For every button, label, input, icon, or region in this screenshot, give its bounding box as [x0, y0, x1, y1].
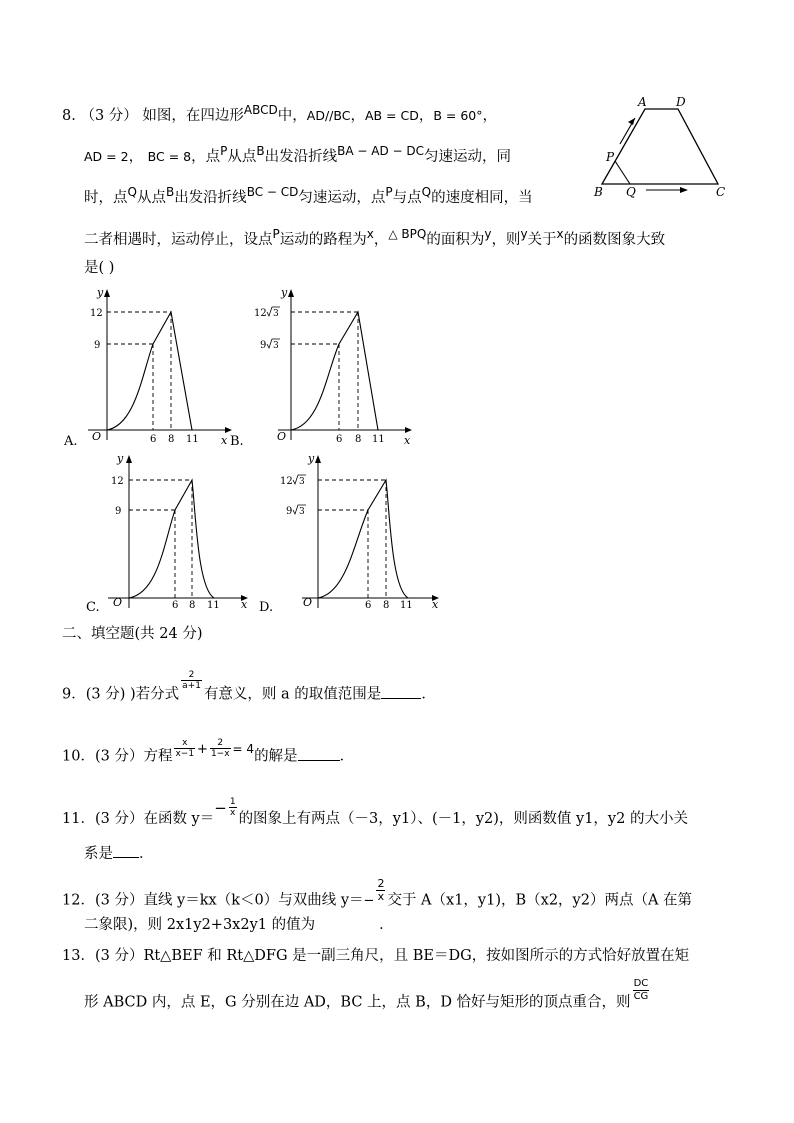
- x-tick-6: 6: [172, 600, 179, 611]
- q8-math: x: [556, 227, 564, 241]
- q8-line-4: [84, 227, 666, 250]
- q11-line-2: [84, 844, 154, 864]
- option-b-label[interactable]: B.: [230, 434, 244, 449]
- x-tick-6: 6: [150, 434, 157, 445]
- q9-fraction-den: a+1: [182, 681, 201, 691]
- x-axis-label: x: [241, 598, 248, 611]
- q8-math: B: [165, 185, 175, 199]
- q13-fraction-den: CG: [633, 991, 649, 1002]
- q10-fraction-den: 1−x: [210, 749, 230, 759]
- q12-fraction: [376, 878, 385, 903]
- label-a: A: [638, 95, 647, 109]
- q10-fraction-2: [210, 738, 231, 759]
- q9-text: 9．(3 分) )若分式: [62, 686, 180, 703]
- q9-fraction: [181, 670, 202, 691]
- q13-line-1: [62, 946, 689, 966]
- q9-text: ．: [421, 686, 436, 703]
- trapezoid-shape: [602, 109, 718, 184]
- q8-text: 运动的路程为: [279, 232, 367, 248]
- x-tick-8: 8: [189, 600, 196, 611]
- q8-line-5: [84, 258, 114, 278]
- q8-math: B: [256, 144, 265, 158]
- q10-fraction-num: 2: [210, 738, 231, 749]
- y-tick-9: 9: [94, 340, 101, 351]
- radical-value: 3: [299, 477, 305, 487]
- x-tick-6: 6: [365, 600, 372, 611]
- q8-math: P: [272, 227, 280, 241]
- graph-a: [80, 280, 245, 450]
- q12-text: ．: [379, 917, 394, 933]
- q10-line: [62, 738, 355, 768]
- x-tick-8: 8: [168, 434, 175, 445]
- y-axis-label: y: [97, 286, 104, 299]
- y-axis-label: y: [308, 452, 315, 465]
- q9-text: 有意义，则 a 的取值范围是: [203, 686, 382, 703]
- arrow-head-bc: [680, 187, 688, 193]
- origin-label: O: [303, 596, 313, 609]
- q11-text: 系是: [84, 846, 113, 862]
- q8-text: 匀速运动，点: [298, 190, 386, 206]
- x-axis-label: x: [404, 434, 411, 447]
- x-tick-11: 11: [186, 434, 199, 445]
- section-heading: 二、填空题(共 24 分): [62, 626, 203, 642]
- q8-math: B = 60°: [433, 108, 483, 123]
- q11-answer-blank[interactable]: [113, 845, 139, 858]
- y-tick-9: 9: [260, 340, 267, 351]
- segment-pq: [615, 161, 630, 184]
- y-tick-12: 12: [280, 476, 293, 487]
- q10-math: +: [197, 741, 208, 757]
- q8-line-2: [84, 144, 512, 167]
- q13-fraction: [633, 978, 650, 1003]
- y-tick-9: 9: [286, 506, 293, 517]
- y-tick-9: 9: [115, 506, 122, 517]
- graph-c: [100, 448, 260, 618]
- q8-math: BC − CD: [246, 185, 299, 199]
- q8-math: Q: [127, 185, 137, 199]
- trapezoid-figure: [590, 92, 730, 202]
- q8-text: 时，点: [84, 190, 128, 206]
- x-axis-label: x: [432, 598, 439, 611]
- q8-text: ，则: [491, 232, 521, 248]
- q12-fraction-den: x: [377, 890, 385, 903]
- option-d-label[interactable]: D.: [259, 600, 274, 615]
- x-axis-label: x: [221, 434, 228, 447]
- q12-line-1: [62, 877, 693, 913]
- q12-answer-blank[interactable]: [315, 917, 379, 929]
- q8-math: y: [520, 227, 528, 241]
- label-c: C: [716, 185, 726, 199]
- y-tick-12: 12: [111, 476, 124, 487]
- q13-text: 形 ABCD 内，点 E，G 分别在边 AD，BC 上，点 B，D 恰好与矩形的顶点重合，则: [84, 994, 631, 1011]
- y-tick-12: 12: [90, 308, 103, 319]
- radical-value: 3: [273, 309, 279, 319]
- q8-text: 出发沿折线: [264, 149, 338, 165]
- q8-math: P: [220, 144, 228, 158]
- q11-fraction-num: 1: [229, 796, 236, 807]
- y-axis-label: y: [117, 452, 124, 465]
- q8-math: AB = CD: [364, 108, 419, 123]
- q8-text: 二者相遇时，运动停止，设点: [84, 232, 273, 248]
- q12-text: 交于 A（x1，y1)，B（x2，y2）两点（A 在第: [387, 892, 693, 909]
- x-tick-6: 6: [336, 434, 343, 445]
- q8-math: y: [484, 227, 492, 241]
- x-tick-8: 8: [355, 434, 362, 445]
- label-d: D: [676, 95, 686, 109]
- q8-text: 关于: [527, 232, 557, 248]
- q10-fraction-den: x−1: [175, 749, 195, 759]
- y-tick-12: 12: [254, 308, 267, 319]
- q13-fraction-num: DC: [633, 978, 649, 989]
- q8-line-1: [62, 103, 498, 126]
- x-tick-11: 11: [372, 434, 385, 445]
- q8-text: 的面积为: [426, 232, 485, 248]
- x-tick-8: 8: [383, 600, 390, 611]
- q8-math: BC = 8: [147, 149, 192, 164]
- q11-fraction: [229, 797, 237, 818]
- q8-math: Q: [421, 185, 432, 199]
- q8-text: ，: [128, 149, 144, 165]
- q10-answer-blank[interactable]: [298, 748, 340, 761]
- q10-text: ．: [339, 748, 355, 765]
- q10-text: 10．(3 分）方程: [62, 748, 173, 765]
- q8-text: 从点: [227, 149, 257, 165]
- q8-text: ，: [418, 108, 434, 124]
- origin-label: O: [277, 430, 287, 443]
- option-a-label[interactable]: A.: [64, 434, 78, 449]
- origin-label: O: [113, 596, 123, 609]
- x-tick-11: 11: [400, 600, 413, 611]
- label-q: Q: [626, 185, 636, 199]
- q8-text: 如图，在四边形: [142, 108, 244, 124]
- x-tick-11: 11: [207, 600, 220, 611]
- y-axis-label: y: [281, 286, 288, 299]
- radical-value: 3: [299, 507, 305, 517]
- q10-fraction-1: [174, 738, 195, 759]
- q8-number: 8.: [62, 108, 76, 124]
- q8-math: BA − AD − DC: [337, 144, 425, 158]
- q9-answer-blank[interactable]: [381, 686, 421, 699]
- q8-text: ，: [350, 108, 365, 124]
- radical-value: 3: [273, 341, 279, 351]
- q8-text: 从点: [136, 190, 166, 206]
- q11-fraction-den: x: [230, 807, 236, 818]
- q11-text: 的图象上有两点（－3，y1）、(－1，y2)，则函数值 y1，y2 的大小关: [238, 811, 688, 827]
- q8-text: 与点: [392, 190, 422, 206]
- graph-b: [250, 280, 420, 450]
- q8-line-3: [84, 185, 533, 208]
- q8-text: 匀速运动，同: [424, 149, 512, 165]
- q11-text: ．: [139, 846, 154, 862]
- label-p: P: [606, 150, 615, 164]
- q8-math: ABCD: [243, 103, 278, 117]
- q8-math: x: [366, 227, 374, 241]
- q12-math: −: [363, 893, 375, 909]
- q8-text: ，点: [191, 149, 221, 165]
- q10-text: 的解是: [254, 748, 298, 765]
- q8-text: ，: [373, 232, 389, 248]
- q13-line-2: [84, 978, 651, 1015]
- q11-line-1: [62, 796, 688, 830]
- q8-text: 出发沿折线: [174, 190, 247, 206]
- graph-d: [276, 448, 446, 618]
- q12-fraction-num: 2: [377, 877, 385, 890]
- q13-text: 13．(3 分）Rt△BEF 和 Rt△DFG 是一副三角尺，且 BE＝DG，按如图所示的方式恰好放置在矩: [62, 948, 690, 964]
- q10-fraction-num: x: [174, 738, 195, 749]
- q8-math: AD = 2: [84, 149, 129, 164]
- q12-line-2: [84, 915, 394, 935]
- q8-text: ，: [482, 108, 498, 124]
- q8-math: P: [385, 185, 393, 199]
- q12-text: 二象限)，则 2x1y2+3x2y1 的值为: [84, 917, 316, 933]
- q9-line: [62, 670, 436, 705]
- q8-text: 的速度相同，当: [431, 190, 533, 206]
- arrow-head-ba: [628, 118, 635, 125]
- origin-label: O: [92, 430, 102, 443]
- q11-math: −: [214, 799, 227, 817]
- q12-text: 12．(3 分）直线 y＝kx（k＜0）与双曲线 y＝: [62, 892, 364, 909]
- q8-math: △ BPQ: [388, 227, 427, 241]
- q8-text: 是( ): [84, 260, 115, 276]
- q8-text: 的函数图象大致: [563, 232, 666, 248]
- option-c-label[interactable]: C.: [86, 600, 100, 615]
- q8-math: AD//BC: [306, 108, 351, 123]
- q8-score: （3 分）: [80, 108, 138, 124]
- q10-math: = 4: [232, 741, 255, 756]
- q11-text: 11．(3 分）在函数 y＝: [62, 811, 215, 827]
- q9-fraction-num: 2: [181, 670, 202, 681]
- q8-text: 中，: [277, 108, 307, 124]
- label-b: B: [594, 185, 603, 199]
